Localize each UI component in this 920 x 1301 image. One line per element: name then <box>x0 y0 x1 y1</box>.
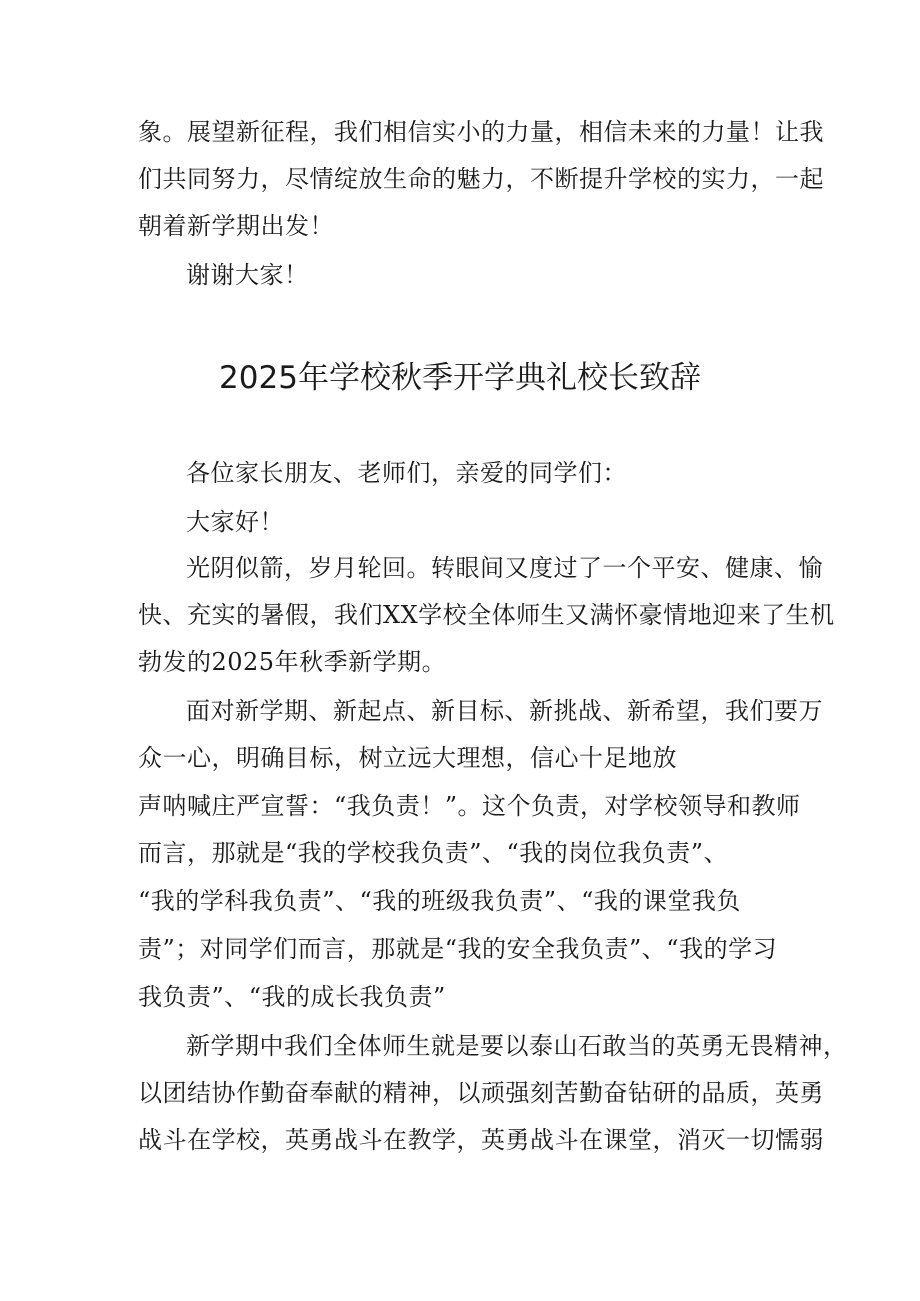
para2-line-4: 而言，那就是“我的学校我负责”、“我的岗位我负责”、 <box>138 839 729 867</box>
para2-line-6: 责”；对同学们而言，那就是“我的安全我负责”、“我的学习 <box>138 935 778 963</box>
speech-salutation: 各位家长朋友、老师们，亲爱的同学们： <box>186 459 627 487</box>
para2-line-5: “我的学科我负责”、“我的班级我负责”、“我的课堂我负 <box>138 887 741 915</box>
para1-line-2: 快、充实的暑假，我们XX学校全体师生又满怀豪情地迎来了生机 <box>138 601 835 629</box>
prev-speech-line-3: 朝着新学期出发！ <box>138 212 334 240</box>
para3-line-1: 新学期中我们全体师生就是要以泰山石敢当的英勇无畏精神， <box>186 1032 848 1060</box>
para3-line-2: 以团结协作勤奋奉献的精神，以顽强刻苦勤奋钻研的品质，英勇 <box>138 1079 824 1107</box>
prev-speech-thanks: 谢谢大家！ <box>186 261 309 289</box>
para2-line-7: 我负责”、“我的成长我负责” <box>138 983 446 1011</box>
para1-line-3: 勃发的2025年秋季新学期。 <box>138 648 447 676</box>
para2-line-1: 面对新学期、新起点、新目标、新挑战、新希望，我们要万 <box>186 697 823 725</box>
speech-title: 2025年学校秋季开学典礼校长致辞 <box>219 360 701 396</box>
para3-line-3: 战斗在学校，英勇战斗在教学，英勇战斗在课堂，消灭一切懦弱 <box>138 1126 824 1154</box>
para2-line-2: 众一心，明确目标，树立远大理想，信心十足地放 <box>138 744 677 772</box>
para2-line-3: 声呐喊庄严宣誓：“我负责！”。这个负责，对学校领导和教师 <box>138 792 801 820</box>
prev-speech-line-1: 象。展望新征程，我们相信实小的力量，相信未来的力量！让我 <box>138 118 824 146</box>
speech-greeting: 大家好！ <box>186 508 284 536</box>
prev-speech-line-2: 们共同努力，尽情绽放生命的魅力，不断提升学校的实力，一起 <box>138 165 824 193</box>
para1-line-1: 光阴似箭，岁月轮回。转眼间又度过了一个平安、健康、愉 <box>186 554 823 582</box>
